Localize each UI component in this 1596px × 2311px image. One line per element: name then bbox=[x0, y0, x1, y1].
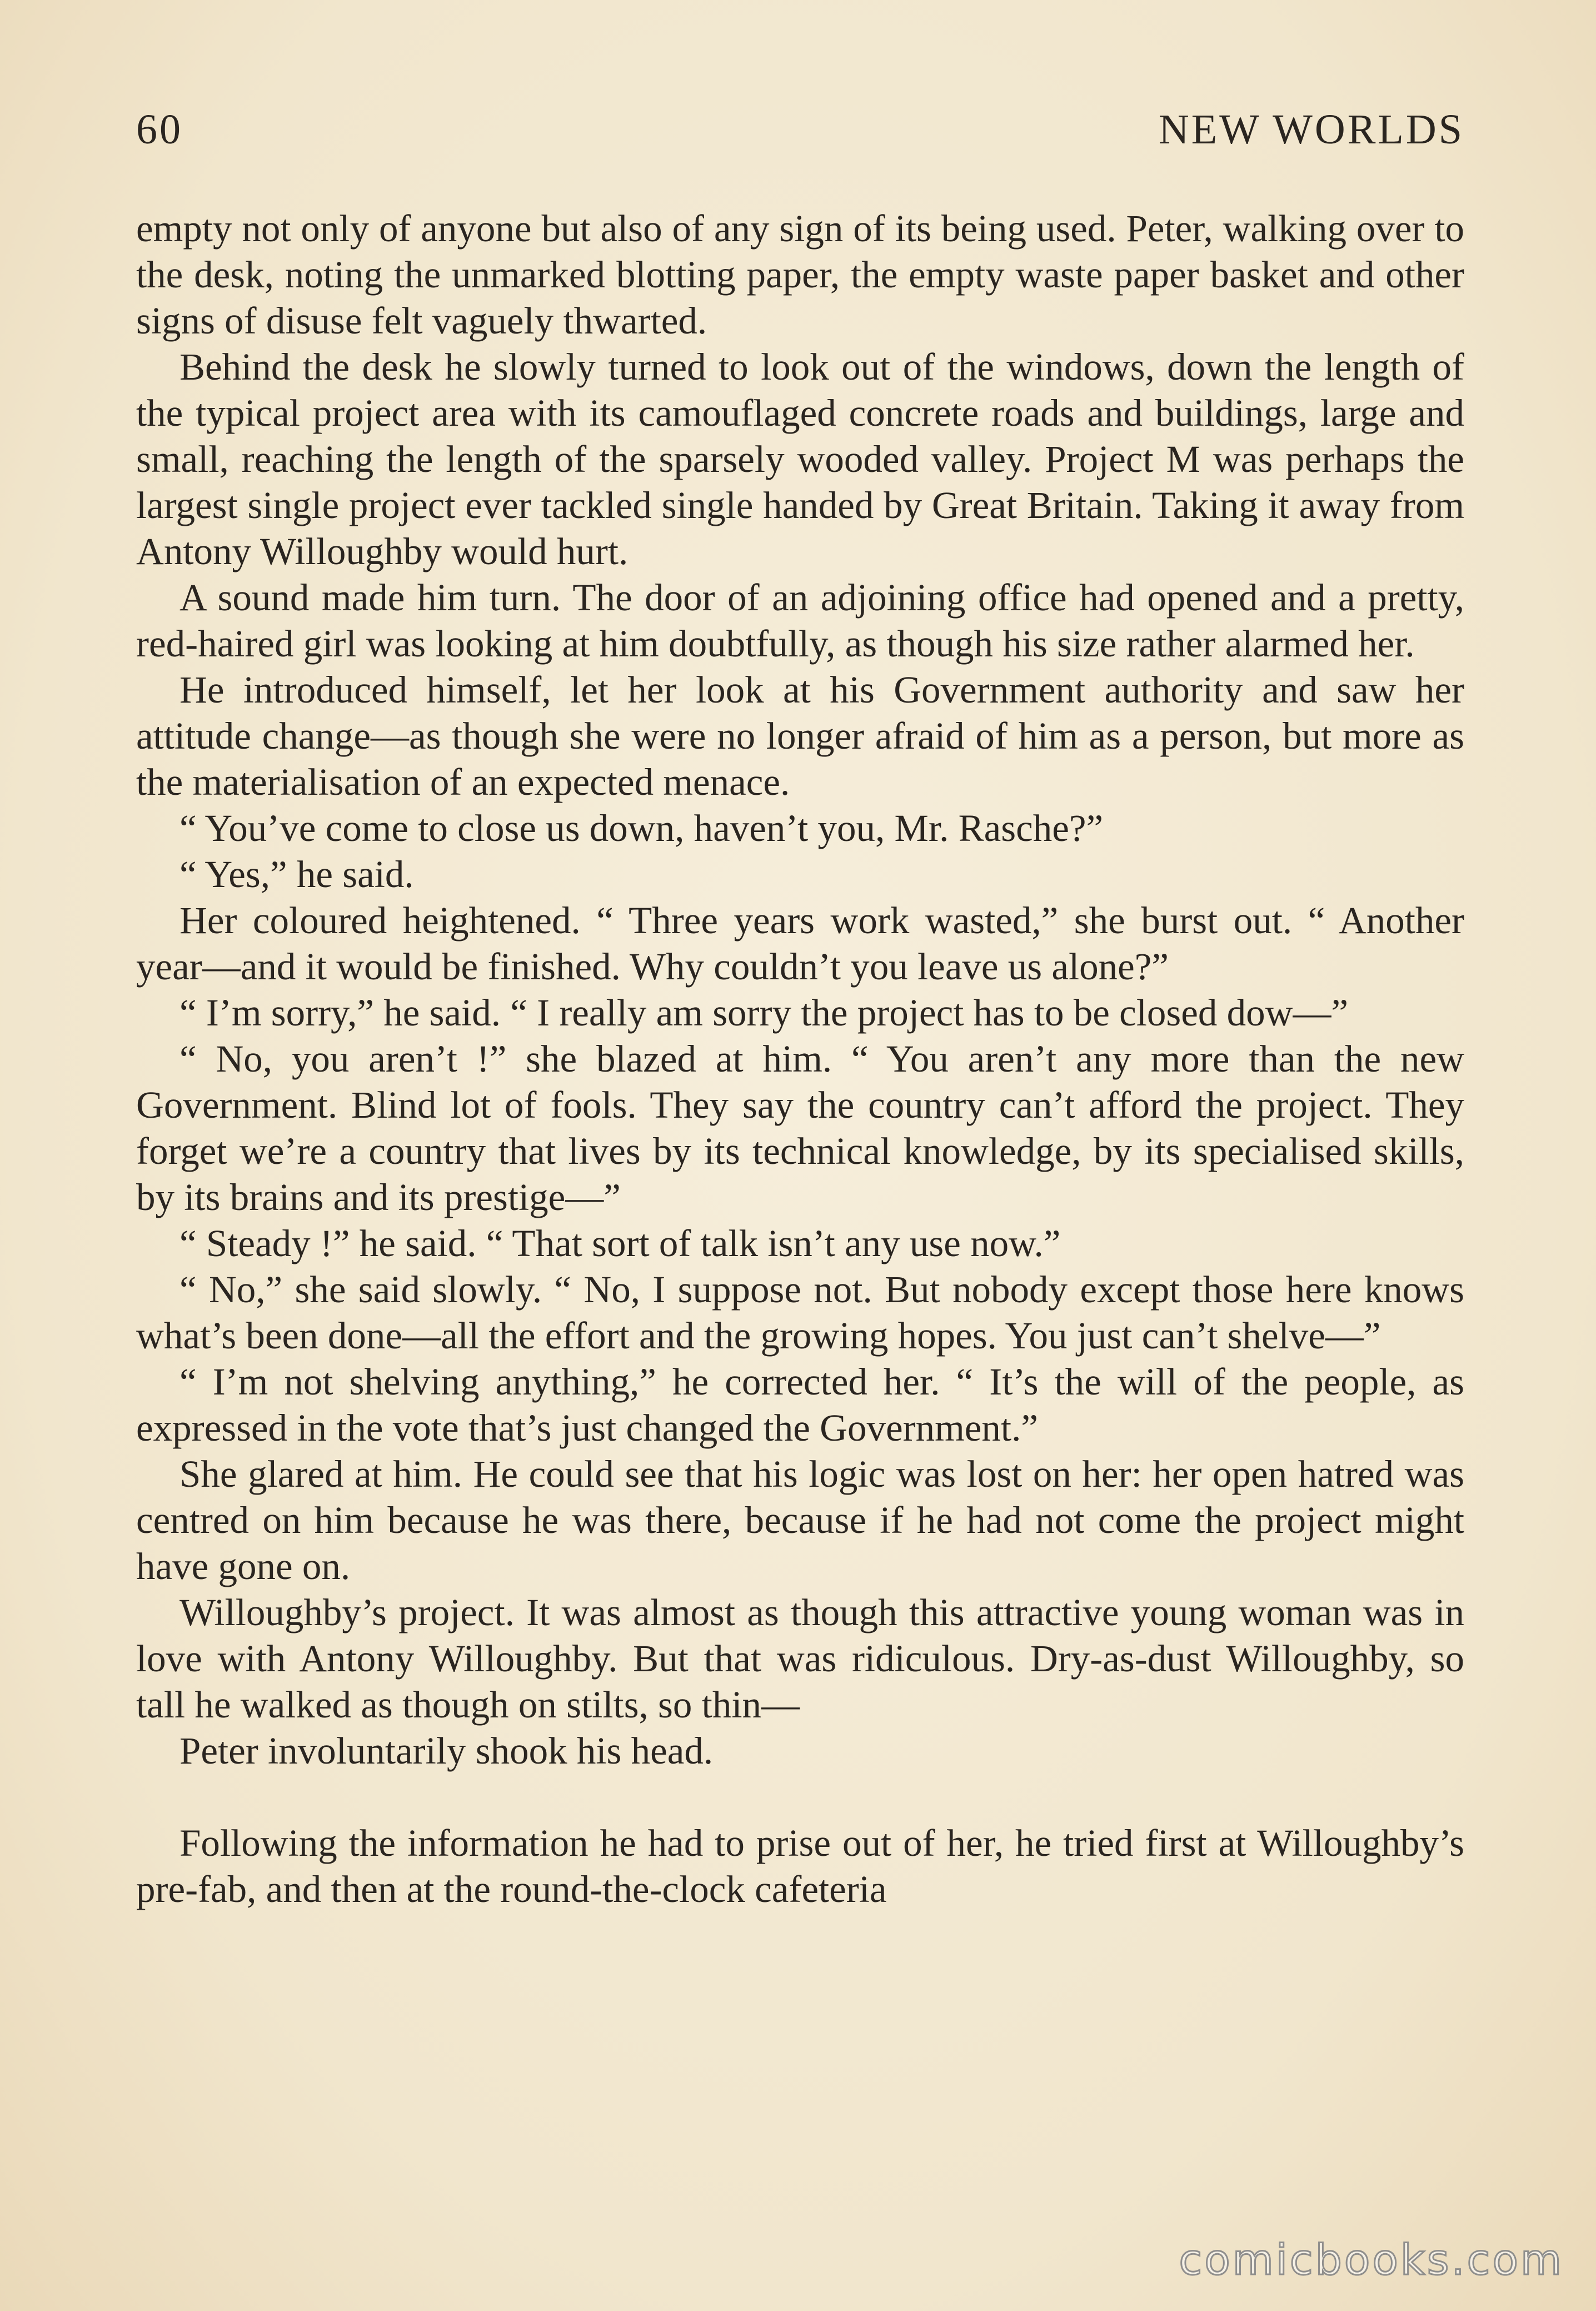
running-head: NEW WORLDS bbox=[1158, 106, 1464, 153]
paragraph: Behind the desk he slowly turned to look out of the windows, down the length of the typical project area with its camouflaged concrete roads and buildings, large and small, reaching the length of the sparsely wooded valley. Project M was perhaps the largest single project ever tackled single handed by Great Britain. Taking it away from Antony Willoughby would hurt. bbox=[136, 346, 1464, 572]
site-watermark: comicbooks.com bbox=[1179, 2235, 1564, 2284]
paragraph: Willoughby’s project. It was almost as though this attractive young woman was in love with Antony Willoughby. But that was ridiculous. Dry-as-dust Willoughby, so tall he walked as though on stilts, so thin— bbox=[136, 1591, 1464, 1726]
paragraph: “ I’m sorry,” he said. “ I really am sorry the project has to be closed dow—” bbox=[179, 992, 1349, 1034]
page-header bbox=[136, 106, 1464, 167]
paragraph: “ No,” she said slowly. “ No, I suppose not. But nobody except those here knows what’s been done—all the effort and the growing hopes. You just can’t shelve—” bbox=[136, 1268, 1464, 1357]
paragraph: She glared at him. He could see that his logic was lost on her: her open hatred was centred on him because he was there, because if he had not come the project might have gone on. bbox=[136, 1453, 1464, 1587]
paragraph: A sound made him turn. The door of an adjoining office had opened and a pretty, red-haired girl was looking at him doubtfully, as though his size rather alarmed her. bbox=[136, 576, 1464, 665]
page-number: 60 bbox=[136, 106, 183, 153]
paragraph: Peter involuntarily shook his head. bbox=[179, 1730, 714, 1772]
paragraph: “ Yes,” he said. bbox=[179, 853, 414, 895]
body-text bbox=[136, 206, 1464, 1912]
paragraph: “ No, you aren’t !” she blazed at him. “ You aren’t any more than the new Government. Blind lot of fools. They say the country can’t afford the project. They forget we’re a country that lives by its technical knowledge, by its specialised skills, by its brains and its prestige—” bbox=[136, 1038, 1464, 1218]
section-break bbox=[136, 1774, 1464, 1820]
paragraph: “ Steady !” he said. “ That sort of talk isn’t any use now.” bbox=[179, 1222, 1061, 1264]
paragraph: empty not only of anyone but also of any sign of its being used. Peter, walking over to the desk, noting the unmarked blotting paper, the empty waste paper basket and other signs of disuse felt vaguely thwarted. bbox=[136, 207, 1464, 342]
paragraph: “ I’m not shelving anything,” he corrected her. “ It’s the will of the people, as expressed in the vote that’s just changed the Government.” bbox=[136, 1361, 1464, 1449]
paragraph: Following the information he had to prise out of her, he tried first at Willoughby’s pre-fab, and then at the round-the-clock cafeteria bbox=[136, 1822, 1464, 1910]
paragraph: Her coloured heightened. “ Three years work wasted,” she burst out. “ Another year—and it would be finished. Why couldn’t you leave us alone?” bbox=[136, 899, 1464, 988]
paragraph: “ You’ve come to close us down, haven’t you, Mr. Rasche?” bbox=[179, 807, 1104, 849]
paragraph: He introduced himself, let her look at his Government authority and saw her attitude change—as though she were no longer afraid of him as a person, but more as the materialisation of an expected menace. bbox=[136, 669, 1464, 803]
